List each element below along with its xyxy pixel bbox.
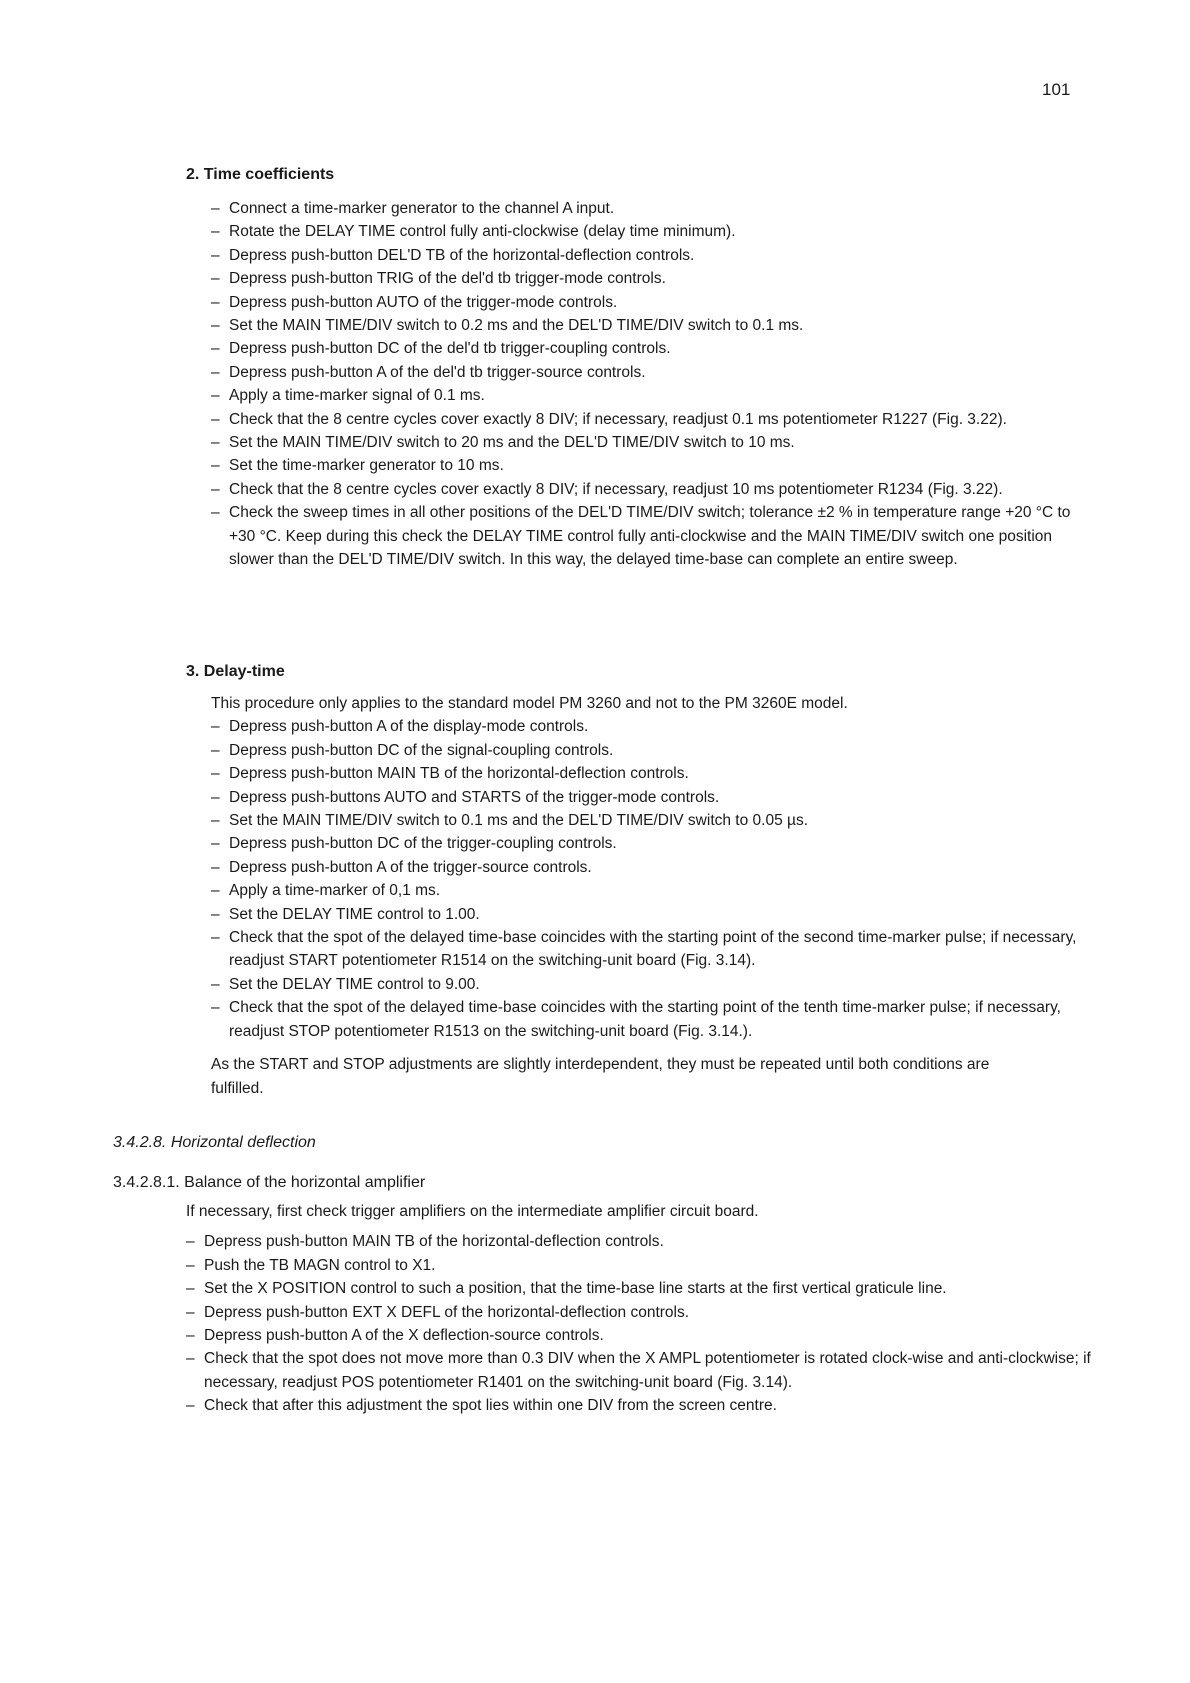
list-item: – Check that the spot of the delayed time-base coincides with the starting point of the second time-marker pulse; if necessary, readjust START potentiometer R1514 on the switching-unit board (Fig. 3.14).: [211, 926, 1086, 973]
list-item: – Check that the 8 centre cycles cover exactly 8 DIV; if necessary, readjust 10 ms potentiometer R1234 (Fig. 3.22).: [211, 478, 1086, 501]
list-item: – Depress push-button MAIN TB of the horizontal-deflection controls.: [186, 1230, 1111, 1253]
subsection-intro: If necessary, first check trigger amplifiers on the intermediate amplifier circuit board.: [186, 1203, 759, 1220]
subsection-heading: 3.4.2.8.1. Balance of the horizontal amplifier: [113, 1174, 426, 1191]
step-list: [186, 1230, 1111, 1417]
section-heading: 3. Delay-time: [186, 663, 285, 680]
subsection-balance-horizontal-amplifier: [113, 1174, 1113, 1418]
section-closing: As the START and STOP adjustments are slightly interdependent, they must be repeated until both conditions are fulfilled.: [211, 1056, 990, 1097]
section-delay-time: [186, 660, 1086, 1100]
subsection-heading-horizontal-deflection: 3.4.2.8. Horizontal deflection: [113, 1134, 316, 1151]
list-item: – Depress push-button TRIG of the del'd tb trigger-mode controls.: [211, 267, 1086, 290]
list-item: – Depress push-button DC of the trigger-coupling controls.: [211, 832, 1086, 855]
list-item: – Connect a time-marker generator to the channel A input.: [211, 197, 1086, 220]
list-item: – Depress push-buttons AUTO and STARTS of the trigger-mode controls.: [211, 786, 1086, 809]
list-item: – Rotate the DELAY TIME control fully anti-clockwise (delay time minimum).: [211, 220, 1086, 243]
list-item: – Set the DELAY TIME control to 9.00.: [211, 973, 1086, 996]
step-list: [211, 197, 1086, 572]
section-intro: This procedure only applies to the standard model PM 3260 and not to the PM 3260E model.: [211, 695, 848, 712]
list-item: – Depress push-button A of the X deflection-source controls.: [186, 1324, 1111, 1347]
list-item: – Apply a time-marker of 0,1 ms.: [211, 879, 1086, 902]
list-item: – Check the sweep times in all other positions of the DEL'D TIME/DIV switch; tolerance ±2 % in temperature range +20 °C to +30 °C. Keep during this check the DELAY TIME control fully anti-clockwise and the MAIN TIME/DIV switch one position slower than the DEL'D TIME/DIV switch. In this way, the delayed time-base can complete an entire sweep.: [211, 501, 1086, 571]
page-number: 101: [1042, 80, 1071, 99]
list-item: – Check that the spot does not move more than 0.3 DIV when the X AMPL potentiometer is rotated clock-wise and anti-clockwise; if necessary, readjust POS potentiometer R1401 on the switching-unit board (Fig. 3.14).: [186, 1347, 1111, 1394]
list-item: – Depress push-button DEL'D TB of the horizontal-deflection controls.: [211, 244, 1086, 267]
list-item: – Set the MAIN TIME/DIV switch to 20 ms and the DEL'D TIME/DIV switch to 10 ms.: [211, 431, 1086, 454]
list-item: – Depress push-button DC of the signal-coupling controls.: [211, 739, 1086, 762]
list-item: – Apply a time-marker signal of 0.1 ms.: [211, 384, 1086, 407]
list-item: – Depress push-button AUTO of the trigger-mode controls.: [211, 291, 1086, 314]
list-item: – Set the time-marker generator to 10 ms.: [211, 454, 1086, 477]
step-list: [211, 715, 1086, 1043]
list-item: – Depress push-button A of the del'd tb trigger-source controls.: [211, 361, 1086, 384]
list-item: – Depress push-button DC of the del'd tb trigger-coupling controls.: [211, 337, 1086, 360]
list-item: – Check that the spot of the delayed time-base coincides with the starting point of the tenth time-marker pulse; if necessary, readjust STOP potentiometer R1513 on the switching-unit board (Fig. 3.14.).: [211, 996, 1086, 1043]
list-item: – Set the X POSITION control to such a position, that the time-base line starts at the first vertical graticule line.: [186, 1277, 1111, 1300]
list-item: – Check that the 8 centre cycles cover exactly 8 DIV; if necessary, readjust 0.1 ms potentiometer R1227 (Fig. 3.22).: [211, 408, 1086, 431]
list-item: – Depress push-button EXT X DEFL of the horizontal-deflection controls.: [186, 1301, 1111, 1324]
list-item: – Push the TB MAGN control to X1.: [186, 1254, 1111, 1277]
list-item: – Depress push-button MAIN TB of the horizontal-deflection controls.: [211, 762, 1086, 785]
section-time-coefficients: [186, 163, 1086, 572]
list-item: – Depress push-button A of the trigger-source controls.: [211, 856, 1086, 879]
list-item: – Set the DELAY TIME control to 1.00.: [211, 903, 1086, 926]
list-item: – Check that after this adjustment the spot lies within one DIV from the screen centre.: [186, 1394, 1111, 1417]
list-item: – Depress push-button A of the display-mode controls.: [211, 715, 1086, 738]
section-heading: 2. Time coefficients: [186, 166, 335, 183]
list-item: – Set the MAIN TIME/DIV switch to 0.1 ms and the DEL'D TIME/DIV switch to 0.05 µs.: [211, 809, 1086, 832]
list-item: – Set the MAIN TIME/DIV switch to 0.2 ms and the DEL'D TIME/DIV switch to 0.1 ms.: [211, 314, 1086, 337]
